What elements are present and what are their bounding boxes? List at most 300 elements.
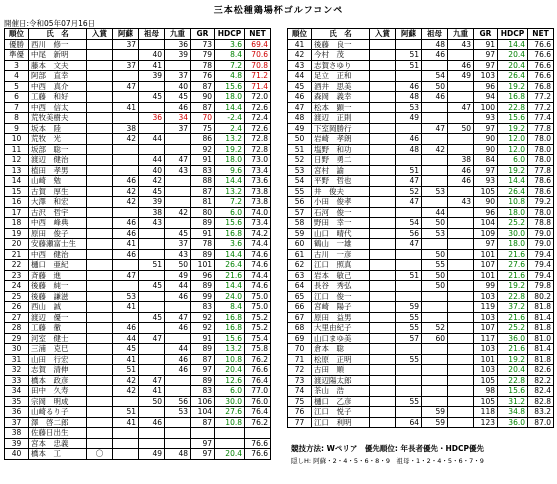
cell-gross: 78 (191, 239, 215, 250)
cell-rank: 71 (288, 354, 312, 365)
cell-aso: 55 (396, 312, 422, 323)
header-sobo: 祖母 (422, 29, 448, 40)
cell-sobo (422, 197, 448, 208)
cell-name: 古田 順 (312, 365, 370, 376)
cell-prize (370, 417, 396, 428)
cell-prize (87, 249, 113, 260)
cell-prize (87, 417, 113, 428)
cell-sobo (139, 302, 165, 313)
cell-aso (113, 144, 139, 155)
cell-gross: 103 (474, 71, 498, 82)
cell-kuju: 39 (165, 50, 191, 61)
cell-rank: 43 (288, 60, 312, 71)
cell-sobo: 59 (422, 417, 448, 428)
cell-net: 82.6 (528, 365, 554, 376)
cell-hdcp: 14.4 (215, 281, 245, 292)
cell-prize (87, 92, 113, 103)
table-row (288, 186, 554, 197)
cell-kuju (448, 291, 474, 302)
cell-aso: 48 (396, 144, 422, 155)
cell-gross: 89 (191, 375, 215, 386)
cell-prize (87, 344, 113, 355)
cell-rank: 49 (288, 123, 312, 134)
cell-rank: 44 (288, 71, 312, 82)
cell-net: 73.4 (245, 218, 271, 229)
cell-rank: 55 (288, 186, 312, 197)
table-row (288, 155, 554, 166)
cell-name: 山崎 勉 (29, 176, 87, 187)
cell-prize (370, 102, 396, 113)
cell-aso: 46 (113, 323, 139, 334)
cell-net: 76.4 (245, 375, 271, 386)
cell-rank: 69 (288, 333, 312, 344)
cell-prize (87, 113, 113, 124)
cell-sobo (422, 113, 448, 124)
cell-prize (87, 291, 113, 302)
cell-hdcp: -2.4 (215, 113, 245, 124)
cell-net: 70.8 (245, 60, 271, 71)
cell-rank: 40 (5, 449, 29, 460)
cell-prize (87, 207, 113, 218)
cell-prize (370, 155, 396, 166)
cell-gross: 87 (191, 417, 215, 428)
header-aso: 阿蘇 (113, 29, 139, 40)
cell-name: 荒牧美樹夫 (29, 113, 87, 124)
cell-sobo: 52 (422, 323, 448, 334)
cell-sobo: 60 (422, 333, 448, 344)
cell-kuju (448, 218, 474, 229)
cell-gross: 80 (191, 207, 215, 218)
cell-sobo (422, 155, 448, 166)
cell-kuju: 46 (165, 102, 191, 113)
cell-rank: 64 (288, 281, 312, 292)
cell-aso (396, 407, 422, 418)
cell-net: 75.2 (245, 323, 271, 334)
cell-aso: 37 (113, 60, 139, 71)
cell-net: 83.2 (528, 407, 554, 418)
cell-rank: 25 (5, 291, 29, 302)
cell-hdcp: 6.0 (498, 155, 528, 166)
cell-name: 田中 久寿 (29, 386, 87, 397)
cell-prize (370, 270, 396, 281)
header-name: 氏 名 (312, 29, 370, 40)
cell-sobo (422, 354, 448, 365)
cell-sobo: 50 (422, 281, 448, 292)
cell-sobo (422, 312, 448, 323)
cell-sobo (139, 239, 165, 250)
cell-gross: 101 (474, 270, 498, 281)
cell-kuju (448, 207, 474, 218)
cell-aso: 41 (113, 354, 139, 365)
cell-prize (370, 176, 396, 187)
cell-hdcp: 2.4 (215, 123, 245, 134)
cell-hdcp: 19.2 (498, 165, 528, 176)
table-row (288, 270, 554, 281)
cell-aso: 37 (113, 39, 139, 50)
cell-net: 79.0 (528, 228, 554, 239)
table-row (288, 176, 554, 187)
cell-gross: 105 (474, 186, 498, 197)
cell-name: 野田 幸一 (312, 218, 370, 229)
cell-sobo: 40 (139, 50, 165, 61)
cell-kuju (448, 386, 474, 397)
cell-hdcp: 19.2 (498, 123, 528, 134)
cell-net: 70.6 (245, 50, 271, 61)
cell-name: 宗岡 明成 (29, 396, 87, 407)
cell-hdcp: 27.6 (215, 407, 245, 418)
cell-sobo: 44 (139, 155, 165, 166)
cell-name: 工藤 徹 (29, 323, 87, 334)
cell-gross: 76 (191, 71, 215, 82)
cell-hdcp: 34.8 (498, 407, 528, 418)
cell-sobo (139, 39, 165, 50)
cell-name: 藤本 文夫 (29, 60, 87, 71)
cell-name: 倉本 聡 (312, 344, 370, 355)
cell-rank: 73 (288, 375, 312, 386)
cell-kuju (165, 144, 191, 155)
cell-rank: 19 (5, 228, 29, 239)
cell-sobo: 39 (139, 197, 165, 208)
cell-net: 75.0 (245, 302, 271, 313)
cell-rank: 35 (5, 396, 29, 407)
cell-sobo: 42 (422, 144, 448, 155)
cell-kuju: 46 (165, 291, 191, 302)
cell-prize (370, 249, 396, 260)
cell-kuju: 46 (448, 176, 474, 187)
table-row (288, 218, 554, 229)
cell-gross: 107 (474, 323, 498, 334)
cell-kuju (448, 396, 474, 407)
cell-sobo (139, 323, 165, 334)
competition-rules: 競技方法: Wペリア 優先順位: 年長者優先・HDCP優先 (291, 444, 484, 453)
cell-name: 斉藤 進 (29, 270, 87, 281)
cell-net: 69.4 (245, 39, 271, 50)
cell-sobo (139, 365, 165, 376)
cell-prize (370, 113, 396, 124)
table-row (288, 333, 554, 344)
cell-rank: 15 (5, 186, 29, 197)
cell-rank: 48 (288, 113, 312, 124)
cell-sobo: 44 (422, 207, 448, 218)
cell-net: 76.6 (528, 71, 554, 82)
cell-prize (87, 260, 113, 271)
cell-net: 72.4 (245, 113, 271, 124)
cell-rank: 33 (5, 375, 29, 386)
cell-gross: 87 (191, 102, 215, 113)
header-sobo: 祖母 (139, 29, 165, 40)
cell-name: 酒井 思美 (312, 81, 370, 92)
cell-net: 80.2 (528, 291, 554, 302)
cell-net: 79.4 (528, 260, 554, 271)
cell-kuju (448, 144, 474, 155)
cell-aso: 51 (396, 60, 422, 71)
cell-kuju (165, 218, 191, 229)
cell-aso: 51 (396, 270, 422, 281)
cell-kuju (165, 60, 191, 71)
table-row (288, 50, 554, 61)
cell-aso: 42 (113, 197, 139, 208)
cell-rank: 56 (288, 197, 312, 208)
cell-gross: 88 (191, 176, 215, 187)
cell-hdcp: 9.6 (215, 165, 245, 176)
cell-net: 78.0 (528, 155, 554, 166)
cell-aso (113, 449, 139, 460)
table-row (288, 323, 554, 334)
cell-kuju: 46 (165, 354, 191, 365)
cell-kuju (448, 134, 474, 145)
cell-prize (370, 228, 396, 239)
cell-name: 中西 峰典 (29, 218, 87, 229)
cell-aso (113, 113, 139, 124)
cell-gross: 97 (191, 449, 215, 460)
cell-hdcp: 15.6 (215, 333, 245, 344)
cell-sobo: 45 (139, 281, 165, 292)
results-table-left (4, 28, 271, 460)
table-row (5, 60, 271, 71)
cell-aso: 42 (113, 386, 139, 397)
cell-prize (87, 50, 113, 61)
cell-sobo: 50 (422, 249, 448, 260)
cell-net: 77.4 (528, 113, 554, 124)
cell-gross: 104 (474, 218, 498, 229)
cell-sobo: 47 (422, 123, 448, 134)
cell-net: 77.8 (528, 165, 554, 176)
cell-kuju (448, 312, 474, 323)
cell-sobo (422, 365, 448, 376)
cell-name: 西川 修一 (29, 39, 87, 50)
cell-sobo: 39 (139, 71, 165, 82)
cell-kuju (448, 249, 474, 260)
header-hdcp: HDCP (498, 29, 528, 40)
cell-gross: 89 (191, 344, 215, 355)
table-row (5, 144, 271, 155)
cell-aso (113, 438, 139, 449)
table-row (5, 386, 271, 397)
cell-aso: 49 (396, 113, 422, 124)
cell-rank: 27 (5, 312, 29, 323)
cell-aso (396, 260, 422, 271)
cell-aso: 47 (113, 81, 139, 92)
cell-prize (87, 144, 113, 155)
cell-gross: 98 (474, 386, 498, 397)
cell-sobo: 54 (422, 71, 448, 82)
cell-hdcp: 14.4 (215, 249, 245, 260)
cell-sobo: 36 (139, 113, 165, 124)
table-row (5, 218, 271, 229)
cell-sobo (422, 386, 448, 397)
cell-rank: 76 (288, 407, 312, 418)
cell-sobo: 50 (422, 270, 448, 281)
cell-rank: 52 (288, 155, 312, 166)
cell-sobo: 46 (422, 50, 448, 61)
cell-gross: 96 (474, 207, 498, 218)
table-row (288, 144, 554, 155)
cell-kuju: 45 (165, 92, 191, 103)
cell-aso (396, 249, 422, 260)
cell-prize (370, 123, 396, 134)
cell-kuju: 37 (165, 71, 191, 82)
cell-prize (370, 144, 396, 155)
cell-name: 塩野 和功 (312, 144, 370, 155)
cell-prize (370, 386, 396, 397)
cell-gross: 101 (474, 354, 498, 365)
cell-sobo (139, 102, 165, 113)
cell-kuju: 44 (165, 281, 191, 292)
table-row (5, 270, 271, 281)
cell-sobo: 50 (422, 81, 448, 92)
cell-rank: 68 (288, 323, 312, 334)
table-row (288, 239, 554, 250)
header-name: 氏 名 (29, 29, 87, 40)
header-hdcp: HDCP (215, 29, 245, 40)
cell-aso: 48 (396, 92, 422, 103)
cell-gross: 89 (191, 281, 215, 292)
cell-rank: 65 (288, 291, 312, 302)
cell-prize (87, 302, 113, 313)
cell-hdcp: 37.2 (498, 302, 528, 313)
cell-sobo: 59 (422, 407, 448, 418)
cell-net: 77.0 (245, 386, 271, 397)
cell-name: 渡辺 健治 (29, 155, 87, 166)
cell-net: 76.6 (245, 449, 271, 460)
cell-aso: 59 (396, 302, 422, 313)
cell-prize (87, 312, 113, 323)
cell-kuju: 46 (165, 323, 191, 334)
cell-aso (113, 50, 139, 61)
cell-sobo: 53 (422, 186, 448, 197)
cell-hdcp: 8.4 (215, 50, 245, 61)
cell-prize (87, 60, 113, 71)
cell-hdcp: 14.4 (498, 176, 528, 187)
cell-net: 77.2 (528, 92, 554, 103)
cell-name: 志賀 清伸 (29, 365, 87, 376)
cell-rank: 優勝 (5, 39, 29, 50)
cell-prize (370, 375, 396, 386)
cell-rank: 32 (5, 365, 29, 376)
cell-name: 安藤瀬富士生 (29, 239, 87, 250)
cell-net: 78.0 (528, 144, 554, 155)
cell-gross: 75 (191, 123, 215, 134)
cell-sobo (139, 228, 165, 239)
cell-name: 渡辺 優一 (29, 312, 87, 323)
cell-sobo: 45 (139, 186, 165, 197)
cell-aso: 41 (113, 302, 139, 313)
table-row (5, 375, 271, 386)
cell-rank: 34 (5, 386, 29, 397)
cell-hdcp: 10.8 (215, 354, 245, 365)
cell-aso: 41 (113, 102, 139, 113)
cell-sobo: 49 (139, 449, 165, 460)
cell-name: 古沢 哲宇 (29, 207, 87, 218)
cell-prize (370, 333, 396, 344)
cell-hdcp: 22.8 (498, 102, 528, 113)
cell-name: 森岡 義幸 (312, 92, 370, 103)
cell-aso: 41 (113, 417, 139, 428)
cell-aso (113, 281, 139, 292)
table-row (5, 165, 271, 176)
cell-hdcp: 14.4 (498, 39, 528, 50)
cell-name: 長谷 秀弘 (312, 281, 370, 292)
cell-name: 平野 哲也 (312, 176, 370, 187)
cell-name: 河室 健士 (29, 333, 87, 344)
cell-rank: 31 (5, 354, 29, 365)
cell-name: 樋口 乙彦 (312, 396, 370, 407)
cell-name: 原田 益男 (312, 312, 370, 323)
cell-net: 77.2 (528, 102, 554, 113)
cell-aso: 47 (396, 239, 422, 250)
cell-rank: 30 (5, 344, 29, 355)
cell-aso (396, 291, 422, 302)
cell-rank: 12 (5, 155, 29, 166)
cell-prize (370, 291, 396, 302)
cell-rank: 66 (288, 302, 312, 313)
cell-sobo (139, 249, 165, 260)
cell-net: 78.8 (528, 218, 554, 229)
cell-kuju: 36 (165, 39, 191, 50)
cell-aso: 55 (396, 396, 422, 407)
cell-net: 76.2 (245, 417, 271, 428)
cell-rank: 62 (288, 260, 312, 271)
cell-kuju: 43 (165, 249, 191, 260)
table-row (5, 417, 271, 428)
cell-rank: 59 (288, 228, 312, 239)
table-row (5, 71, 271, 82)
table-row (288, 281, 554, 292)
cell-kuju: 37 (165, 123, 191, 134)
cell-kuju: 46 (448, 165, 474, 176)
cell-rank: 10 (5, 134, 29, 145)
cell-name: 江口 照真 (312, 260, 370, 271)
cell-net: 81.4 (528, 344, 554, 355)
cell-sobo: 46 (139, 417, 165, 428)
cell-rank: 37 (5, 417, 29, 428)
table-row (5, 365, 271, 376)
cell-aso (396, 155, 422, 166)
cell-kuju (448, 281, 474, 292)
cell-prize (370, 260, 396, 271)
cell-net: 82.8 (528, 396, 554, 407)
cell-name: 宮本 忠義 (29, 438, 87, 449)
cell-prize (370, 39, 396, 50)
cell-kuju (448, 92, 474, 103)
cell-prize (370, 354, 396, 365)
cell-sobo (422, 302, 448, 313)
cell-prize (370, 165, 396, 176)
cell-hdcp: 20.4 (215, 449, 245, 460)
cell-aso: 46 (113, 249, 139, 260)
cell-kuju: 44 (165, 344, 191, 355)
cell-net: 81.8 (528, 354, 554, 365)
cell-name: 西山 誠 (29, 302, 87, 313)
cell-hdcp: 8.4 (215, 302, 245, 313)
cell-net: 79.2 (528, 197, 554, 208)
cell-name: 後藤 良一 (312, 39, 370, 50)
table-row (5, 123, 271, 134)
table-row (288, 365, 554, 376)
cell-rank: 50 (288, 134, 312, 145)
cell-rank: 42 (288, 50, 312, 61)
cell-aso (396, 375, 422, 386)
cell-hdcp: 15.6 (498, 113, 528, 124)
cell-aso: 44 (113, 333, 139, 344)
cell-hdcp: 18.0 (498, 207, 528, 218)
cell-hdcp: 4.8 (215, 71, 245, 82)
cell-prize (87, 354, 113, 365)
cell-kuju: 45 (165, 228, 191, 239)
cell-kuju: 34 (165, 113, 191, 124)
cell-kuju: 37 (165, 239, 191, 250)
table-row (288, 260, 554, 271)
